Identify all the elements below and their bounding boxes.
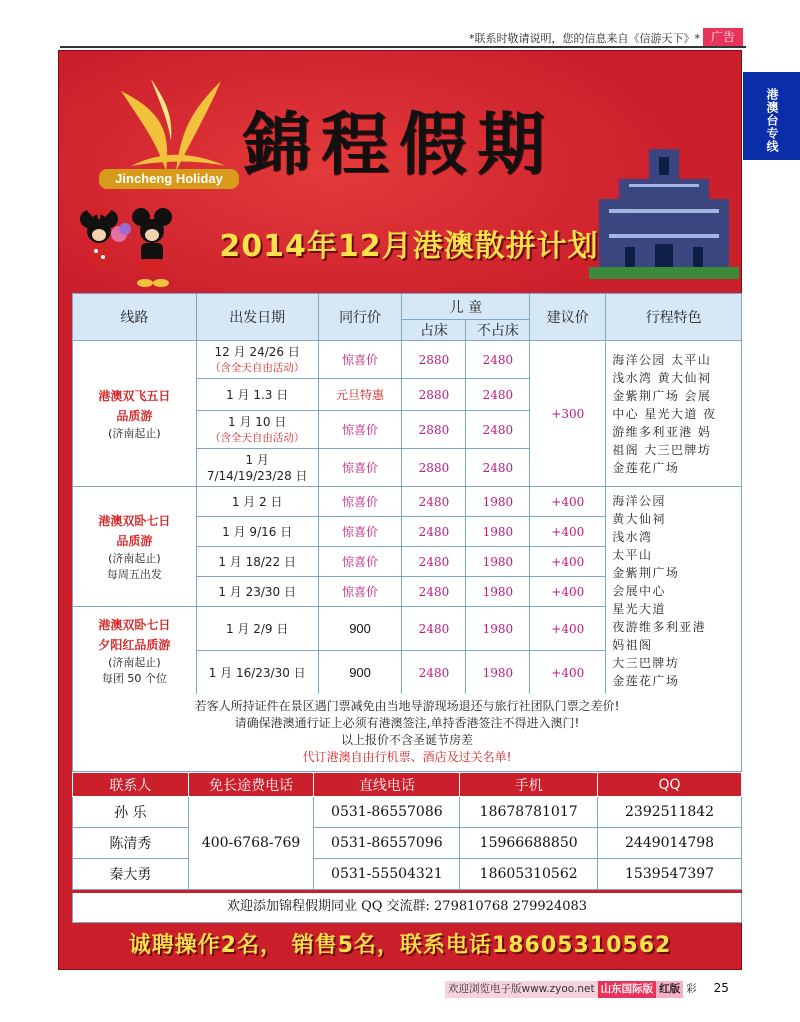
route-sub: (济南起止) — [108, 655, 161, 669]
col-peer-price: 同行价 — [318, 294, 402, 341]
date-cell: 1 月 2 日 — [196, 487, 318, 517]
brand-name-en: Jincheng Holiday — [99, 169, 239, 189]
peer-price: 惊喜价 — [318, 517, 402, 547]
notes-block — [72, 694, 742, 772]
child-nobed-price: 1980 — [466, 577, 530, 607]
contact-name: 陈清秀 — [73, 828, 189, 859]
date-cell: 12 月 24/26 日 （含全天自由活动） — [196, 341, 318, 379]
child-nobed-price: 1980 — [466, 517, 530, 547]
mobile-phone[interactable]: 18678781017 — [460, 797, 598, 828]
date-cell: 1 月 18/22 日 — [196, 547, 318, 577]
child-bed-price: 2480 — [402, 607, 466, 651]
date-cell: 1 月 7/14/19/23/28 日 — [196, 449, 318, 487]
qq-group-line: 欢迎添加锦程假期同业 QQ 交流群: 279810768 279924083 — [72, 893, 742, 923]
child-nobed-price: 1980 — [466, 651, 530, 695]
suggest-price: +400 — [530, 547, 606, 577]
contact-row — [73, 797, 742, 828]
peer-price: 惊喜价 — [318, 341, 402, 379]
date-cell: 1 月 16/23/30 日 — [196, 651, 318, 695]
date-cell: 1 月 10 日 （含全天自由活动） — [196, 411, 318, 449]
headline: 2014年12月港澳散拼计划 — [219, 229, 599, 264]
col-depart: 出发日期 — [196, 294, 318, 341]
suggest-price: +300 — [530, 341, 606, 487]
route-sub: (济南起止) — [108, 426, 161, 440]
col-tollfree: 免长途费电话 — [188, 773, 314, 797]
route-cell — [73, 607, 197, 695]
date-cell: 1 月 2/9 日 — [196, 607, 318, 651]
direct-phone[interactable]: 0531-86557096 — [314, 828, 460, 859]
col-child-nobed: 不占床 — [466, 320, 530, 341]
features-list: 海洋公园 太平山 浅水湾 黄大仙祠 金紫荆广场 会展 中心 星光大道 夜 游维多利亚港 妈 祖阁 大三巴牌坊 金莲花广场 — [606, 341, 742, 487]
contact-name: 孙 乐 — [73, 797, 189, 828]
page-number: 25 — [713, 981, 729, 995]
direct-phone[interactable]: 0531-55504321 — [314, 859, 460, 890]
child-bed-price: 2480 — [402, 547, 466, 577]
qq-number[interactable]: 2449014798 — [598, 828, 742, 859]
route-title: 港澳双卧七日 夕阳红品质游 — [98, 617, 171, 652]
child-nobed-price: 2480 — [466, 411, 530, 449]
date-cell: 1 月 9/16 日 — [196, 517, 318, 547]
table-row — [73, 487, 742, 517]
child-nobed-price: 1980 — [466, 607, 530, 651]
peer-price: 惊喜价 — [318, 449, 402, 487]
child-nobed-price: 2480 — [466, 379, 530, 411]
peer-price: 惊喜价 — [318, 411, 402, 449]
child-bed-price: 2480 — [402, 577, 466, 607]
section-side-tab[interactable]: 港澳台专线 — [743, 72, 800, 160]
contact-row — [73, 859, 742, 890]
child-bed-price: 2880 — [402, 411, 466, 449]
col-route: 线路 — [73, 294, 197, 341]
qq-number[interactable]: 1539547397 — [598, 859, 742, 890]
suggest-price: +400 — [530, 651, 606, 695]
col-qq: QQ — [598, 773, 742, 797]
price-table — [72, 293, 742, 695]
contact-name: 秦大勇 — [73, 859, 189, 890]
suggest-price: +400 — [530, 607, 606, 651]
peer-price: 惊喜价 — [318, 547, 402, 577]
note-line: 以上报价不含圣诞节房差 — [340, 733, 473, 747]
footer-mark: 彩 — [686, 983, 697, 995]
child-bed-price: 2480 — [402, 651, 466, 695]
route-cell — [73, 341, 197, 487]
note-line: 请确保港澳通行证上必须有港澳签注,单持香港签注不得进入澳门! — [234, 716, 580, 730]
suggest-price: +400 — [530, 577, 606, 607]
tollfree-number[interactable]: 400-6768-769 — [188, 797, 314, 890]
col-child: 儿 童 — [402, 294, 530, 320]
mobile-phone[interactable]: 15966688850 — [460, 828, 598, 859]
date-cell: 1 月 23/30 日 — [196, 577, 318, 607]
suggest-price: +400 — [530, 517, 606, 547]
route-sub: (济南起止) — [108, 551, 161, 565]
peer-price: 900 — [318, 607, 402, 651]
date-cell: 1 月 1.3 日 — [196, 379, 318, 411]
contact-row — [73, 828, 742, 859]
footer-site[interactable]: 欢迎浏览电子版www.zyoo.net — [445, 981, 598, 998]
top-divider — [60, 46, 746, 48]
col-mobile: 手机 — [460, 773, 598, 797]
footer-edition: 山东国际版 — [598, 981, 657, 998]
child-bed-price: 2480 — [402, 517, 466, 547]
peer-price: 惊喜价 — [318, 577, 402, 607]
route-cell — [73, 487, 197, 607]
mobile-phone[interactable]: 18605310562 — [460, 859, 598, 890]
col-direct: 直线电话 — [314, 773, 460, 797]
brand-name-cn: 錦程假期 — [243, 105, 556, 185]
child-nobed-price: 2480 — [466, 341, 530, 379]
child-bed-price: 2480 — [402, 487, 466, 517]
peer-price: 元旦特惠 — [318, 379, 402, 411]
recruit-banner: 诚聘操作2名， 销售5名，联系电话18605310562 — [128, 933, 672, 958]
route-title: 港澳双卧七日 品质游 — [98, 513, 171, 548]
col-contact: 联系人 — [73, 773, 189, 797]
table-row — [73, 341, 742, 379]
mickey-minnie-illustration — [61, 199, 183, 289]
child-bed-price: 2880 — [402, 341, 466, 379]
child-bed-price: 2880 — [402, 449, 466, 487]
footer-color: 红版 — [656, 981, 683, 998]
col-suggest: 建议价 — [530, 294, 606, 341]
child-nobed-price: 1980 — [466, 487, 530, 517]
route-title: 港澳双飞五日 品质游 — [98, 388, 171, 423]
child-nobed-price: 1980 — [466, 547, 530, 577]
note-line: 代订港澳自由行机票、酒店及过关名单! — [302, 750, 512, 764]
source-note: *联系时敬请说明，您的信息来自《信游天下》* — [469, 32, 700, 45]
col-child-bed: 占床 — [402, 320, 466, 341]
note-line: 若客人所持证件在景区遇门票减免由当地导游现场退还与旅行社团队门票之差价! — [194, 699, 620, 713]
page-footer — [445, 980, 745, 997]
col-features: 行程特色 — [606, 294, 742, 341]
child-bed-price: 2880 — [402, 379, 466, 411]
suggest-price: +400 — [530, 487, 606, 517]
child-nobed-price: 2480 — [466, 449, 530, 487]
contact-table — [72, 772, 742, 890]
direct-phone[interactable]: 0531-86557086 — [314, 797, 460, 828]
qq-number[interactable]: 2392511842 — [598, 797, 742, 828]
ad-label: 广告 — [703, 28, 743, 46]
peer-price: 惊喜价 — [318, 487, 402, 517]
peer-price: 900 — [318, 651, 402, 695]
features-list: 海洋公园 黄大仙祠 浅水湾 太平山 金紫荆广场 会展中心 星光大道 夜游维多利亚港 妈祖阁 大三巴牌坊 金莲花广场 — [606, 487, 742, 695]
route-sub2: 每团 50 个位 — [101, 671, 167, 685]
route-sub2: 每周五出发 — [106, 567, 162, 581]
